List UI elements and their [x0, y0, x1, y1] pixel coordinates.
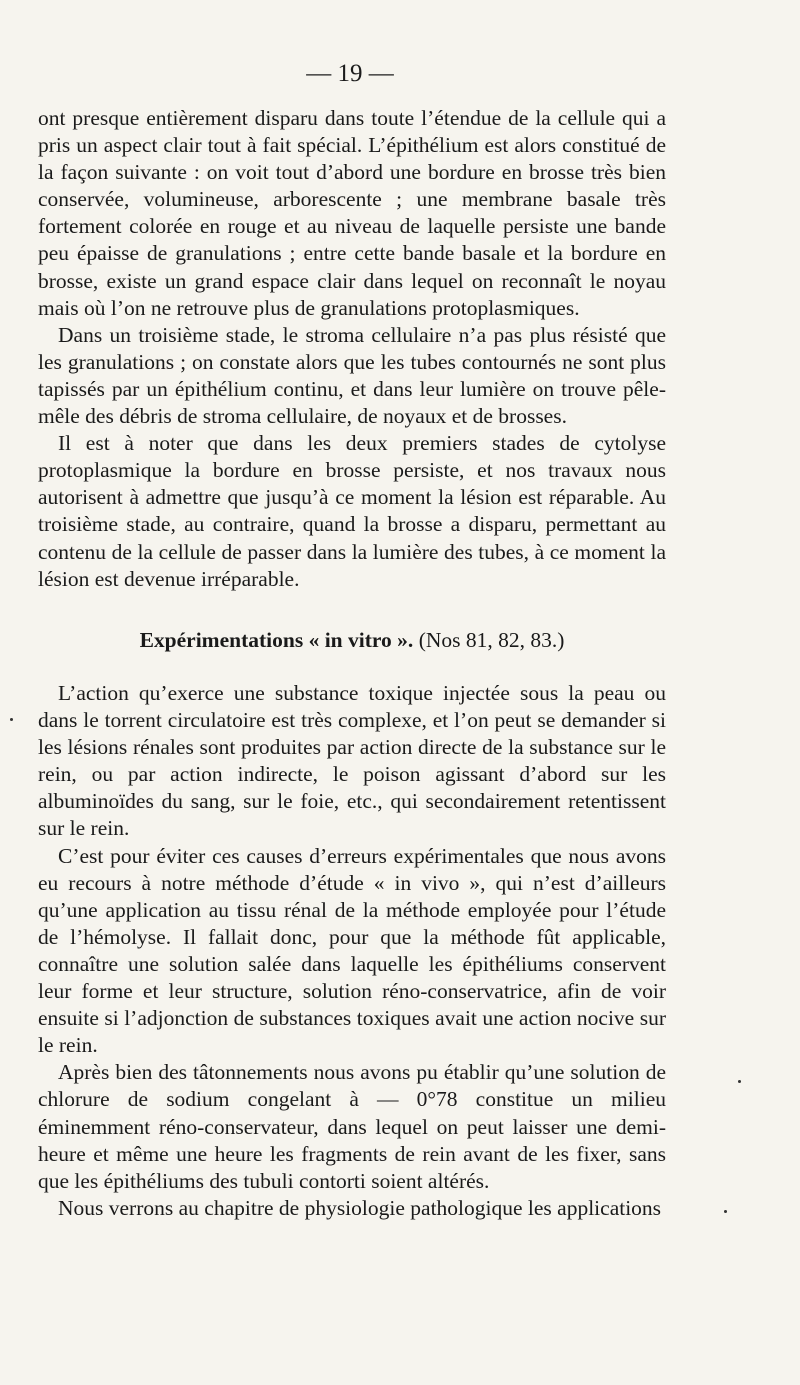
paragraph-third-stage: Dans un troisième stade, le stroma cellulaire n’a pas plus résisté que les granulations ; on constate alors que les tubes contournés ne sont plus tapissés par un épithélium continu, et dans leur lumière on trouve pêle-mêle des débris de stroma cellulaire, de noyaux et de brosses.: [38, 322, 666, 429]
paper-speck: [724, 1210, 727, 1213]
paragraph-toxic-action: L’action qu’exerce une substance toxique injectée sous la peau ou dans le torrent circulatoire est très complexe, et l’on peut se demander si les lésions rénales sont produites par action directe de la substance sur le rein, ou par action indirecte, le poison agissant d’abord sur les albuminoïdes du sang, sur le foie, etc., qui secondairement retentissent sur le rein.: [38, 681, 666, 841]
text-block-bottom: [38, 680, 666, 1222]
paragraph-note: Il est à noter que dans les deux premiers stades de cytolyse protoplasmique la bordure en brosse persiste, et nos travaux nous autorisent à admettre que jusqu’à ce moment la lésion est réparable. Au troisième stade, au contraire, quand la brosse a disparu, permettant au contenu de la cellule de passer dans la lumière des tubes, à ce moment la lésion est devenue irréparable.: [38, 431, 666, 591]
section-title: Expérimentations « in vitro ».: [139, 628, 414, 652]
paragraph-method: C’est pour éviter ces causes d’erreurs expérimentales que nous avons eu recours à notre méthode d’étude « in vivo », qui n’est d’ailleurs qu’une application au tissu rénal de la méthode employée pour l’étude de l’hémolyse. Il fallait donc, pour que la méthode fût applicable, connaître une solution salée dans laquelle les épithéliums conservent leur forme et leur structure, solution réno-conservatrice, afin de voir ensuite si l’adjonction de substances toxiques avait une action nocive sur le rein.: [38, 843, 666, 1058]
paragraph-solution: Après bien des tâtonnements nous avons pu établir qu’une solution de chlorure de sodium congelant à — 0°78 constitue un milieu éminemment réno-conservateur, dans lequel on peut laisser une demi-heure et même une heure les fragments de rein avant de les fixer, sans que les épithéliums des tubuli contorti soient altérés.: [38, 1060, 666, 1193]
paper-speck: [738, 1080, 741, 1083]
paper-speck: [10, 718, 13, 721]
section-references: (Nos 81, 82, 83.): [418, 628, 565, 652]
paragraph-closing: Nous verrons au chapitre de physiologie pathologique les applications: [58, 1195, 662, 1220]
paragraph-continuation: ont presque entièrement disparu dans toute l’étendue de la cellule qui a pris un aspect clair tout à fait spécial. L’épithélium est alors constitué de la façon suivante : on voit tout d’abord une bordure en brosse très bien conservée, volumineuse, arborescente ; une membrane basale très fortement colorée en rouge et au niveau de laquelle persiste une bande peu épaisse de granulations ; entre cette bande basale et la bordure en brosse, existe un grand espace clair dans lequel on reconnaît le noyau mais où l’on ne retrouve plus de granulations protoplasmiques.: [38, 106, 666, 320]
page-number: — 19 —: [306, 60, 394, 87]
text-block-top: [38, 105, 666, 593]
section-heading: [38, 628, 666, 653]
